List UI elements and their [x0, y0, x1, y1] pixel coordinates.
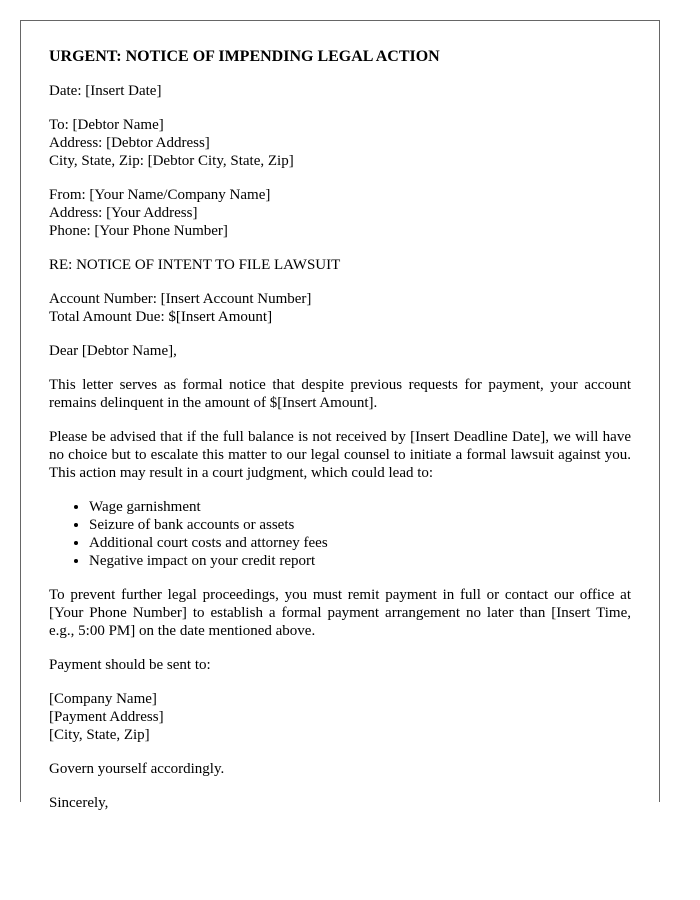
payment-company-name: [Company Name]	[49, 691, 157, 707]
from-name: From: [Your Name/Company Name]	[49, 187, 271, 203]
closing-remark: Govern yourself accordingly.	[49, 761, 225, 777]
from-block	[49, 186, 631, 240]
payment-address-block	[49, 690, 631, 744]
paragraph-formal-notice: This letter serves as formal notice that despite previous requests for payment, your account remains delinquent in the amount of $[Insert Amount].	[49, 377, 631, 411]
paragraph-lawsuit-warning: Please be advised that if the full balance is not received by [Insert Deadline Date], we will have no choice but to escalate this matter to our legal counsel to initiate a formal lawsuit against you. This action may result in a court judgment, which could lead to:	[49, 429, 631, 481]
list-item: • Additional court costs and attorney fees	[89, 534, 631, 552]
total-amount-due: Total Amount Due: $[Insert Amount]	[49, 309, 273, 325]
from-address: Address: [Your Address]	[49, 205, 198, 221]
paragraph-prevent-proceedings: To prevent further legal proceedings, you must remit payment in full or contact our office at [Your Phone Number] to establish a formal payment arrangement no later than [Insert Time, e.g., 5:00 PM] on the date mentioned above.	[49, 587, 631, 639]
date-line: Date: [Insert Date]	[49, 83, 162, 99]
list-item: • Wage garnishment	[89, 498, 631, 516]
to-block	[49, 116, 631, 170]
list-item: • Seizure of bank accounts or assets	[89, 516, 631, 534]
from-phone: Phone: [Your Phone Number]	[49, 223, 228, 239]
account-block	[49, 290, 631, 326]
payment-address: [Payment Address]	[49, 709, 164, 725]
payment-city-state-zip: [City, State, Zip]	[49, 727, 150, 743]
letter-page	[20, 20, 660, 811]
to-address: Address: [Debtor Address]	[49, 135, 210, 151]
consequences-list	[49, 498, 631, 570]
letter-title: URGENT: NOTICE OF IMPENDING LEGAL ACTION	[49, 48, 440, 65]
re-line: RE: NOTICE OF INTENT TO FILE LAWSUIT	[49, 257, 341, 273]
list-item: • Negative impact on your credit report	[89, 552, 631, 570]
to-name: To: [Debtor Name]	[49, 117, 164, 133]
to-city-state-zip: City, State, Zip: [Debtor City, State, Zip]	[49, 153, 294, 169]
account-number: Account Number: [Insert Account Number]	[49, 291, 312, 307]
salutation: Dear [Debtor Name],	[49, 343, 177, 359]
payment-intro: Payment should be sent to:	[49, 657, 211, 673]
signoff: Sincerely,	[49, 795, 109, 811]
